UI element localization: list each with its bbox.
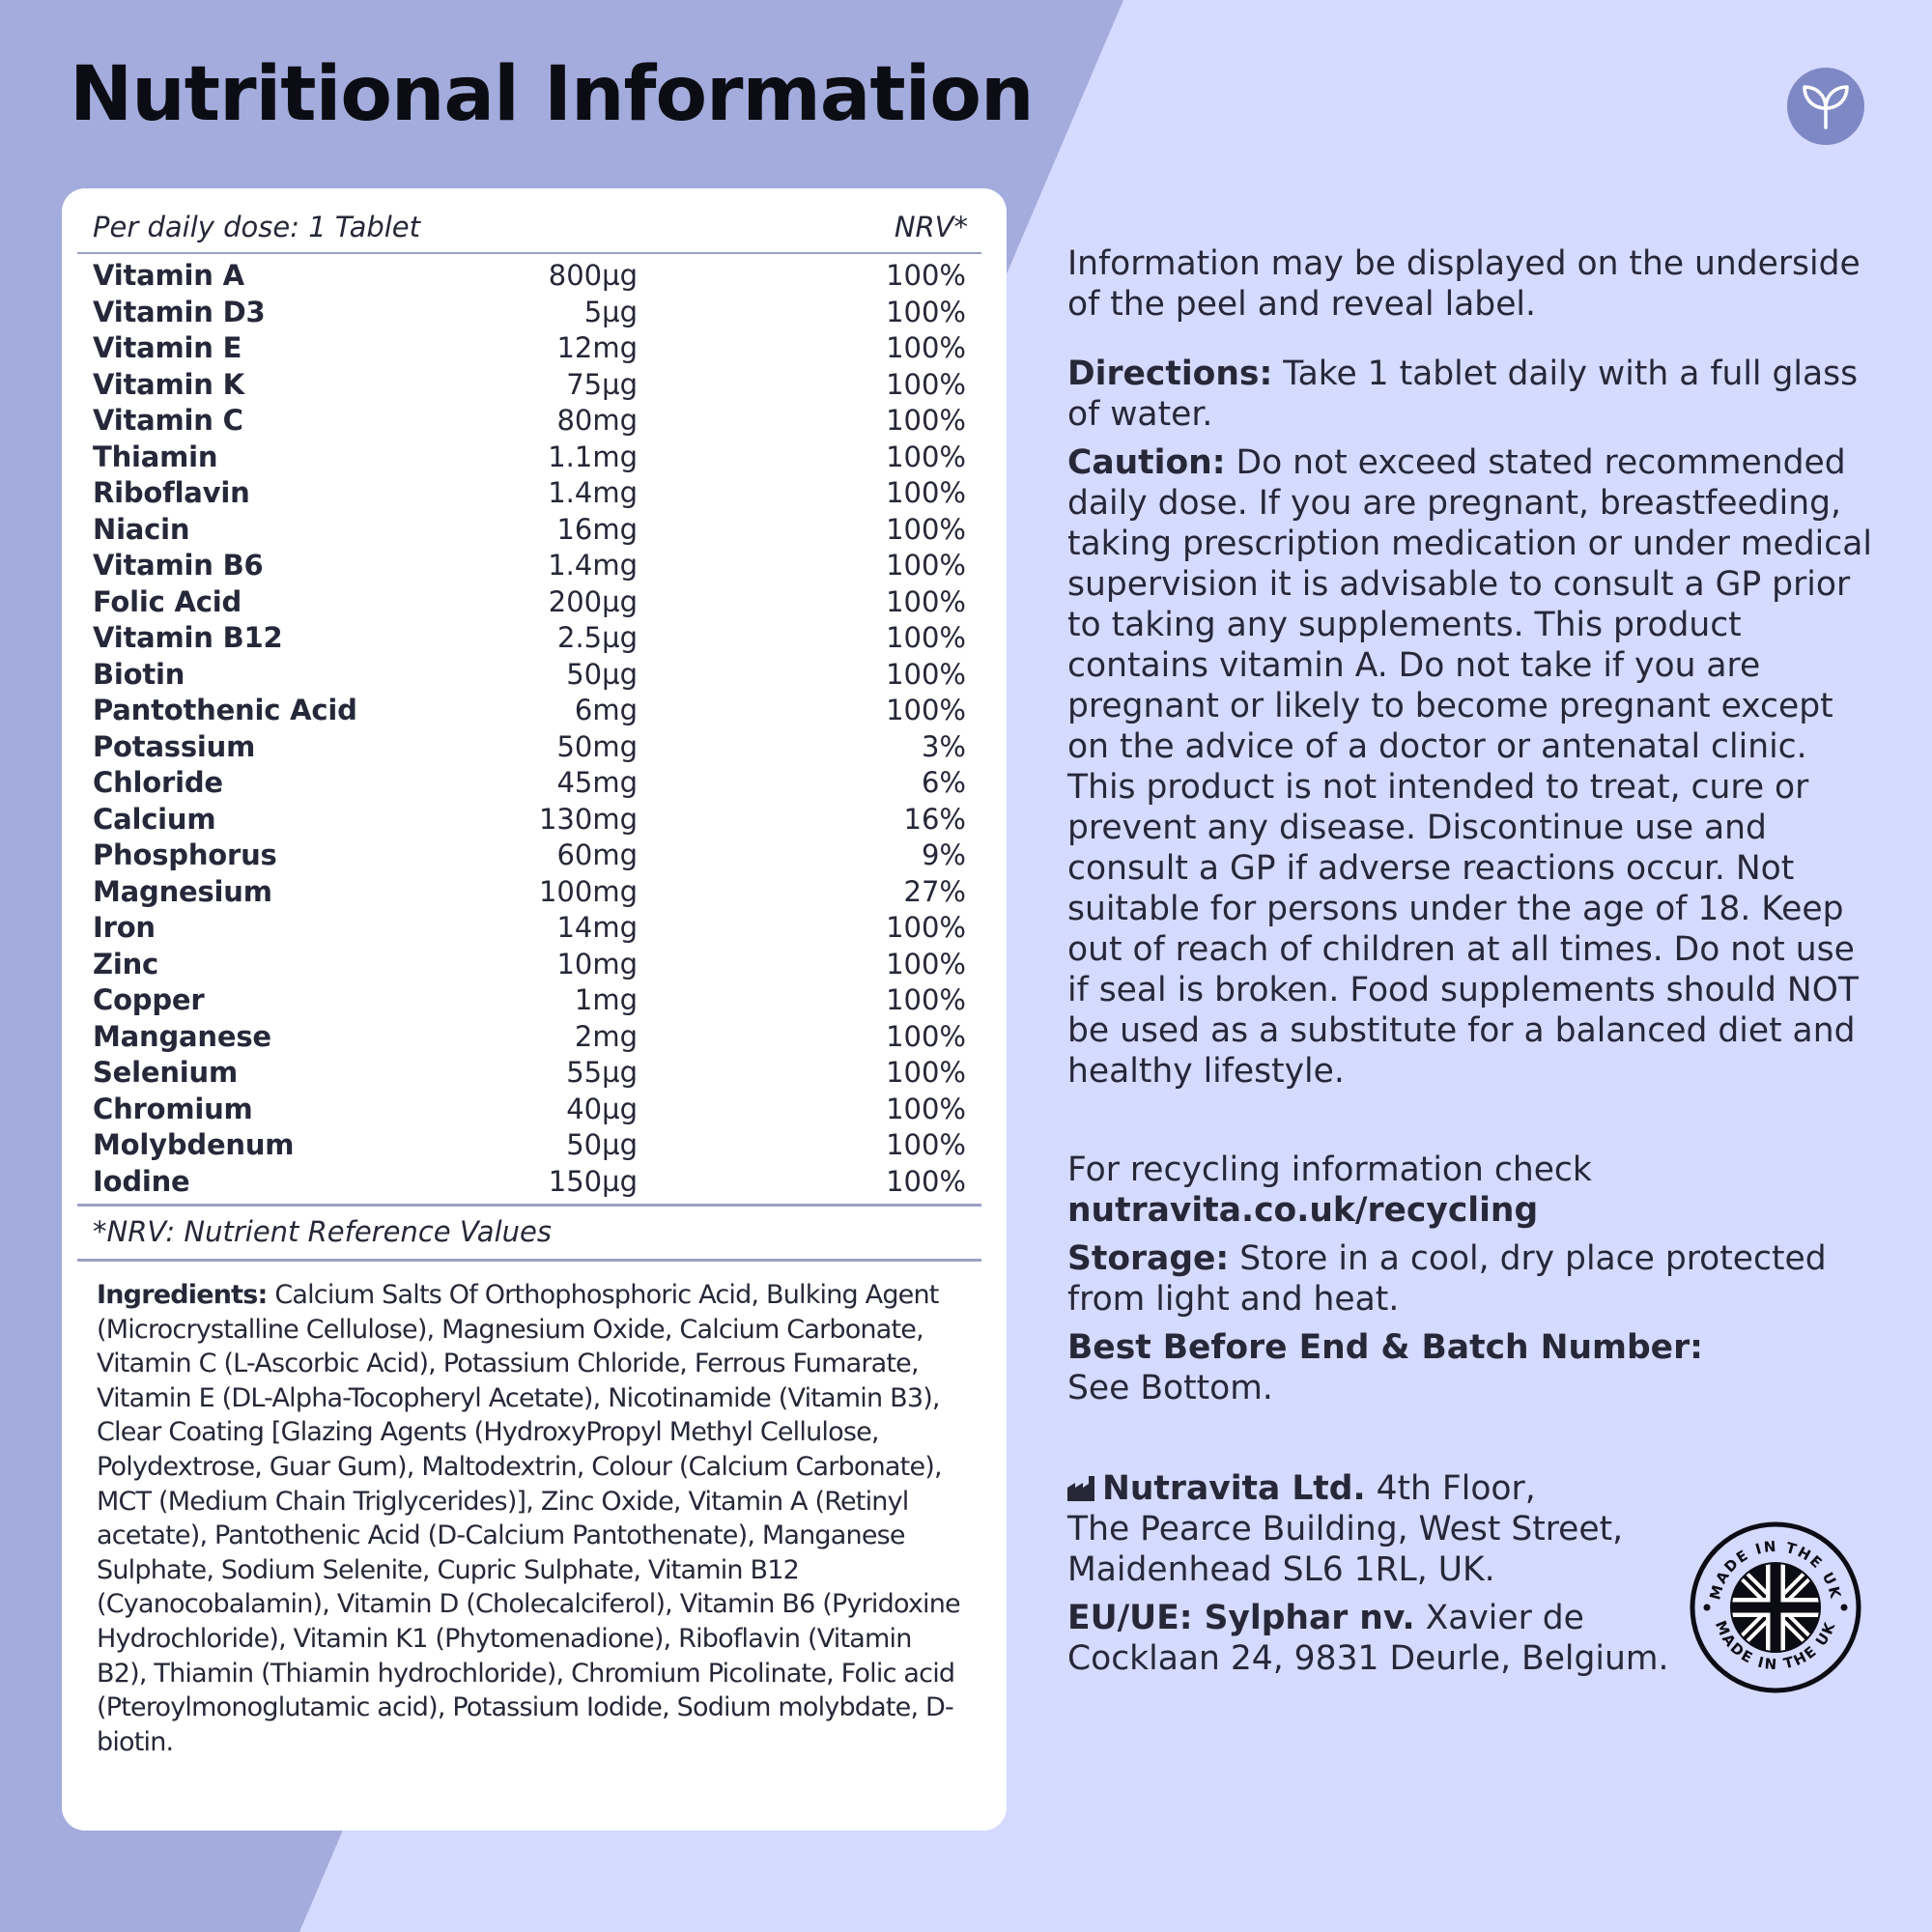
nutrient-amount: 60mg: [556, 838, 638, 871]
nutrient-name: Manganese: [93, 1019, 271, 1053]
nutrient-row: [93, 403, 966, 440]
nutrient-amount: 10mg: [556, 947, 638, 980]
eu-address-2: Cocklaan 24, 9831 Deurle, Belgium.: [1067, 1639, 1669, 1678]
nutrient-nrv: 100%: [886, 1019, 966, 1053]
nutrition-card: [62, 188, 1007, 1831]
nutrient-nrv: 3%: [921, 729, 966, 763]
nutrient-name: Vitamin E: [93, 331, 242, 364]
nutrient-nrv: 100%: [886, 584, 966, 618]
nutrient-row: [93, 1092, 966, 1128]
nutrient-nrv: 27%: [903, 874, 966, 908]
nutrient-row: [93, 548, 966, 584]
nutrient-name: Vitamin B12: [93, 621, 283, 654]
ingredients-text: Calcium Salts Of Orthophosphoric Acid, Bulking Agent (Microcrystalline Cellulose), Magnesium Oxide, Calcium Carbonate, Vitamin C (L-Ascorbic Acid), Potassium Chloride, Ferrous Fumarate, Vitamin E (DL-Alpha-Tocopheryl Acetate), Nicotinamide (Vitamin B3), Clear Coating [Glazing Agents (HydroxyPropyl Methyl Cellulose, Polydextrose, Guar Gum), Maltodextrin, Colour (Calcium Carbonate), MCT (Medium Chain Triglycerides)], Zinc Oxide, Vitamin A (Retinyl acetate), Pantothenic Acid (D-Calcium Pantothenate), Manganese Sulphate, Sodium Selenite, Cupric Sulphate, Vitamin B12 (Cyanocobalamin), Vitamin D (Cholecalciferol), Vitamin B6 (Pyridoxine Hydrochloride), Vitamin K1 (Phytomenadione), Riboflavin (Vitamin B2), Thiamin (Thiamin hydrochloride), Chromium Picolinate, Folic acid (Pteroylmonoglutamic acid), Potassium Iodide, Sodium molybdate, D-biotin.: [97, 1280, 960, 1757]
nutrient-nrv: 100%: [886, 694, 966, 726]
nutrient-name: Chloride: [93, 766, 223, 799]
nutrient-row: [93, 584, 966, 621]
nutrient-row: [93, 657, 966, 694]
nutrient-row: [93, 1055, 966, 1092]
nutrient-name: Thiamin: [93, 440, 218, 473]
nutrient-row: [93, 874, 966, 911]
nutrient-row: [93, 475, 966, 512]
eu-address-1: Xavier de: [1414, 1599, 1584, 1637]
nutrient-amount: 2mg: [574, 1019, 638, 1053]
nutrient-name: Folic Acid: [93, 584, 242, 618]
nutrient-amount: 150µg: [548, 1164, 638, 1198]
nutrient-nrv: 100%: [886, 1128, 966, 1161]
nutrient-name: Vitamin D3: [93, 295, 266, 328]
nutrient-row: [93, 838, 966, 874]
nutrient-amount: 1mg: [574, 983, 638, 1016]
nutrient-row: [93, 620, 966, 657]
nutrient-amount: 14mg: [556, 911, 638, 944]
ingredients-label: Ingredients:: [97, 1280, 268, 1310]
nutrient-nrv: 6%: [921, 766, 966, 799]
nutrient-nrv: 100%: [886, 476, 966, 509]
nutrient-amount: 130mg: [538, 802, 638, 836]
nutrient-name: Phosphorus: [93, 838, 277, 871]
nutrient-amount: 100mg: [538, 874, 638, 908]
nutrient-nrv: 100%: [886, 983, 966, 1016]
info-column: [1067, 243, 1874, 1679]
nutrient-row: [93, 330, 966, 367]
nutrient-row: [93, 802, 966, 838]
nutrient-amount: 16mg: [556, 512, 638, 546]
best-before-text: See Bottom.: [1067, 1369, 1273, 1407]
nutrient-name: Iron: [93, 911, 156, 944]
page-title: Nutritional Information: [70, 51, 1034, 138]
nutrient-nrv: 9%: [921, 838, 966, 871]
directions-label: Directions:: [1067, 355, 1273, 393]
nutrient-amount: 45mg: [556, 766, 638, 799]
eu-label: EU/UE: Sylphar nv.: [1067, 1599, 1415, 1637]
nutrient-name: Magnesium: [93, 874, 272, 908]
nutrient-amount: 50mg: [556, 729, 638, 763]
nutrient-amount: 5µg: [583, 295, 638, 328]
nutrient-nrv: 100%: [886, 440, 966, 473]
badge-bottom-text: MADE IN THE UK: [1711, 1618, 1839, 1674]
nutrient-nrv: 100%: [886, 1092, 966, 1125]
nutrient-nrv: 100%: [886, 295, 966, 328]
storage: [1067, 1238, 1874, 1320]
nutrient-nrv: 100%: [886, 657, 966, 691]
display-note: Information may be displayed on the underside of the peel and reveal label.: [1067, 244, 1861, 324]
nutrient-row: [93, 440, 966, 476]
nutrient-amount: 50µg: [566, 657, 638, 691]
made-in-uk-badge: [1689, 1520, 1862, 1694]
nutrient-amount: 12mg: [556, 331, 638, 364]
nutrient-amount: 800µg: [548, 259, 638, 292]
nutrient-name: Vitamin C: [93, 404, 243, 437]
nutrient-name: Iodine: [93, 1164, 190, 1198]
nutrient-name: Zinc: [93, 947, 159, 980]
nrv-header: NRV*: [894, 211, 968, 243]
manufacturer-address-2: The Pearce Building, West Street,: [1067, 1510, 1624, 1548]
caution-text: Do not exceed stated recommended daily dose. If you are pregnant, breastfeeding, taking prescription medication or under medical supervision it is advisable to consult a GP prior to taking any supplements. This product contains vitamin A. Do not take if you are pregnant or likely to become pregnant except on the advice of a doctor or antenatal clinic. This product is not intended to treat, cure or prevent any disease. Discontinue use and consult a GP if adverse reactions occur. Not suitable for persons under the age of 18. Keep out of reach of children at all times. Do not use if seal is broken. Food supplements should NOT be used as a substitute for a balanced diet and healthy lifestyle.: [1067, 443, 1872, 1091]
nutrient-name: Niacin: [93, 512, 190, 546]
union-jack-icon: [1727, 1559, 1824, 1656]
caution: [1067, 442, 1874, 1092]
nutrient-amount: 6mg: [574, 694, 638, 726]
directions-text: Take 1 tablet daily with a full glass of water.: [1067, 355, 1859, 434]
nutrient-amount: 40µg: [566, 1092, 638, 1125]
footnote-divider: [77, 1259, 981, 1262]
nutrient-name: Selenium: [93, 1056, 239, 1089]
storage-text: Store in a cool, dry place protected from light and heat.: [1067, 1239, 1827, 1319]
nutrient-amount: 1.4mg: [548, 476, 638, 509]
nutrient-amount: 2.5µg: [557, 621, 638, 654]
storage-label: Storage:: [1067, 1239, 1230, 1278]
nutrient-row: [93, 258, 966, 295]
badge-top-text: MADE IN THE UK: [1706, 1537, 1845, 1603]
nutrient-nrv: 100%: [886, 549, 966, 582]
nutrient-row: [93, 765, 966, 802]
nutrient-name: Vitamin B6: [93, 549, 264, 582]
nutrient-nrv: 100%: [886, 404, 966, 437]
nutrient-row: [93, 367, 966, 404]
dose-label: Per daily dose: 1 Tablet: [93, 211, 421, 243]
nutrient-nrv: 100%: [886, 512, 966, 546]
nutrient-amount: 80mg: [556, 404, 638, 437]
nutrient-nrv: 100%: [886, 1164, 966, 1198]
nutrient-nrv: 100%: [886, 947, 966, 980]
manufacturer-name: Nutravita Ltd.: [1102, 1469, 1366, 1508]
recycling-text: For recycling information check: [1067, 1151, 1592, 1189]
nutrient-amount: 1.1mg: [548, 440, 638, 473]
nutrient-row: [93, 729, 966, 766]
nutrient-amount: 50µg: [566, 1128, 638, 1161]
manufacturer-address-1: 4th Floor,: [1365, 1469, 1536, 1508]
nutrient-row: [93, 910, 966, 947]
factory-icon: [1067, 1476, 1096, 1501]
nutrient-nrv: 100%: [886, 621, 966, 654]
recycling-info: [1067, 1150, 1874, 1231]
nutrient-name: Potassium: [93, 729, 256, 763]
nutrient-amount: 200µg: [548, 584, 638, 618]
nutrient-nrv: 100%: [886, 911, 966, 944]
nutrient-name: Calcium: [93, 802, 216, 836]
nutrient-name: Riboflavin: [93, 476, 250, 509]
nutrient-nrv: 100%: [886, 1056, 966, 1089]
nutrient-name: Molybdenum: [93, 1128, 295, 1161]
caution-label: Caution:: [1067, 443, 1226, 482]
nutrient-nrv: 16%: [903, 802, 966, 836]
nutrient-row: [93, 947, 966, 983]
nutrient-row: [93, 295, 966, 331]
nutrient-row: [93, 512, 966, 549]
nrv-footnote: *NRV: Nutrient Reference Values: [93, 1215, 552, 1248]
best-before-label: Best Before End & Batch Number:: [1067, 1328, 1703, 1367]
nutrient-name: Copper: [93, 983, 205, 1016]
nutrient-name: Biotin: [93, 657, 185, 691]
nutrient-amount: 75µg: [566, 367, 638, 401]
nutrient-row: [93, 693, 966, 729]
nutrient-row: [93, 1127, 966, 1164]
nutrient-amount: 1.4mg: [548, 549, 638, 582]
nutrient-row: [93, 1019, 966, 1056]
nutrient-nrv: 100%: [886, 367, 966, 401]
nutrient-nrv: 100%: [886, 259, 966, 292]
header-divider: [77, 252, 981, 254]
nutrient-nrv: 100%: [886, 331, 966, 364]
table-bottom-divider: [77, 1204, 981, 1207]
nutrient-name: Vitamin K: [93, 367, 244, 401]
leaf-sprout-icon: [1787, 68, 1864, 145]
recycling-link[interactable]: nutravita.co.uk/recycling: [1067, 1191, 1539, 1230]
nutrient-table: [93, 258, 966, 1200]
nutrient-name: Chromium: [93, 1092, 253, 1125]
nutrient-amount: 55µg: [566, 1056, 638, 1089]
manufacturer-address-3: Maidenhead SL6 1RL, UK.: [1067, 1550, 1495, 1589]
nutrient-row: [93, 1164, 966, 1201]
directions: [1067, 354, 1874, 435]
nutrient-name: Pantothenic Acid: [93, 694, 357, 726]
table-header: [93, 208, 968, 246]
ingredients-block: [97, 1278, 966, 1759]
best-before: [1067, 1327, 1874, 1408]
nutrient-name: Vitamin A: [93, 259, 244, 292]
nutrient-row: [93, 982, 966, 1019]
